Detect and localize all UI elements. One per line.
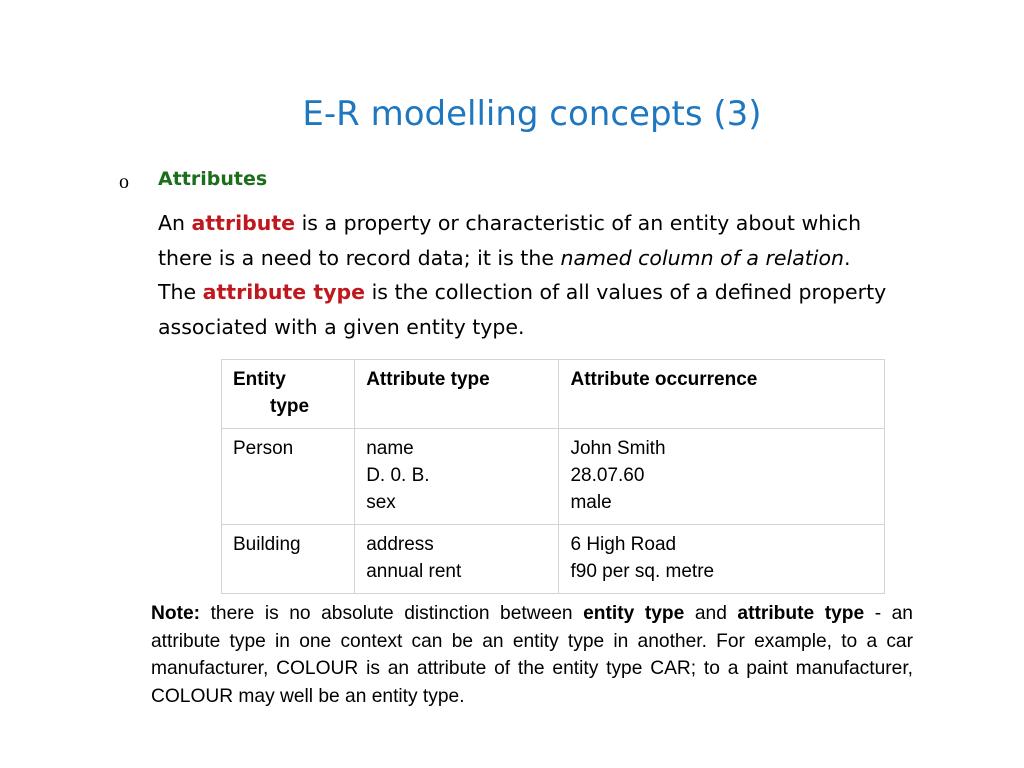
attribute-occurrence-cell [559, 429, 885, 525]
note-text: and [684, 603, 738, 624]
cell-text: address [366, 534, 434, 555]
cell-text: 28.07.60 [570, 465, 645, 486]
text-span: there is a need to record data; it is the [158, 245, 561, 270]
header-entity-type [222, 360, 355, 429]
slide-title: E-R modelling concepts (3) [302, 94, 762, 134]
header-text: type [270, 396, 310, 417]
cell-text: John Smith [570, 438, 666, 459]
paragraph-line [158, 206, 978, 241]
table-header-row [222, 360, 885, 429]
cell-text: sex [366, 492, 396, 513]
section-heading: Attributes [158, 168, 268, 190]
note-label: Note: [151, 603, 201, 624]
text-span: is the collection of all values of a defined property [365, 280, 887, 304]
header-attribute-occurrence: Attribute occurrence [559, 360, 885, 429]
note-bold-term: entity type [583, 603, 685, 624]
entity-cell: Person [222, 429, 355, 525]
attribute-type-cell [355, 525, 559, 594]
attribute-type-cell [355, 429, 559, 525]
cell-text: 6 High Road [570, 534, 677, 555]
cell-text: male [570, 492, 612, 513]
table-row [222, 525, 885, 594]
highlighted-term: attribute [191, 211, 296, 235]
highlighted-term: attribute type [202, 280, 366, 304]
note-text: - an attribute type in one context can be an entity type in another. For example, to a car manufacturer, COLOUR is an attribute of the entity type CAR; to a paint manufacturer, COLOUR may well be an entity type. [151, 603, 913, 707]
note-text: there is no absolute distinction between [200, 603, 584, 624]
header-text: Entity [233, 369, 286, 390]
entity-cell: Building [222, 525, 355, 594]
paragraph-line [158, 241, 978, 276]
paragraph-line [158, 275, 978, 310]
note-bold-term: attribute type [737, 603, 865, 624]
definition-paragraph [158, 206, 978, 344]
cell-text: name [366, 438, 414, 459]
text-span: The [158, 280, 203, 304]
cell-text: annual rent [366, 561, 462, 582]
header-attribute-type: Attribute type [355, 360, 559, 429]
cell-text: D. 0. B. [366, 465, 430, 486]
text-span: . [844, 245, 851, 270]
text-span: An [158, 211, 192, 235]
paragraph-line: associated with a given entity type. [158, 314, 525, 339]
bullet-marker: o [119, 171, 129, 193]
text-span: is a property or characteristic of an entity about which [295, 211, 862, 235]
attribute-occurrence-cell [559, 525, 885, 594]
cell-text: f90 per sq. metre [570, 561, 715, 582]
table-row [222, 429, 885, 525]
attributes-table [221, 359, 885, 594]
note-paragraph [151, 600, 913, 710]
italic-phrase: named column of a relation [560, 245, 845, 270]
